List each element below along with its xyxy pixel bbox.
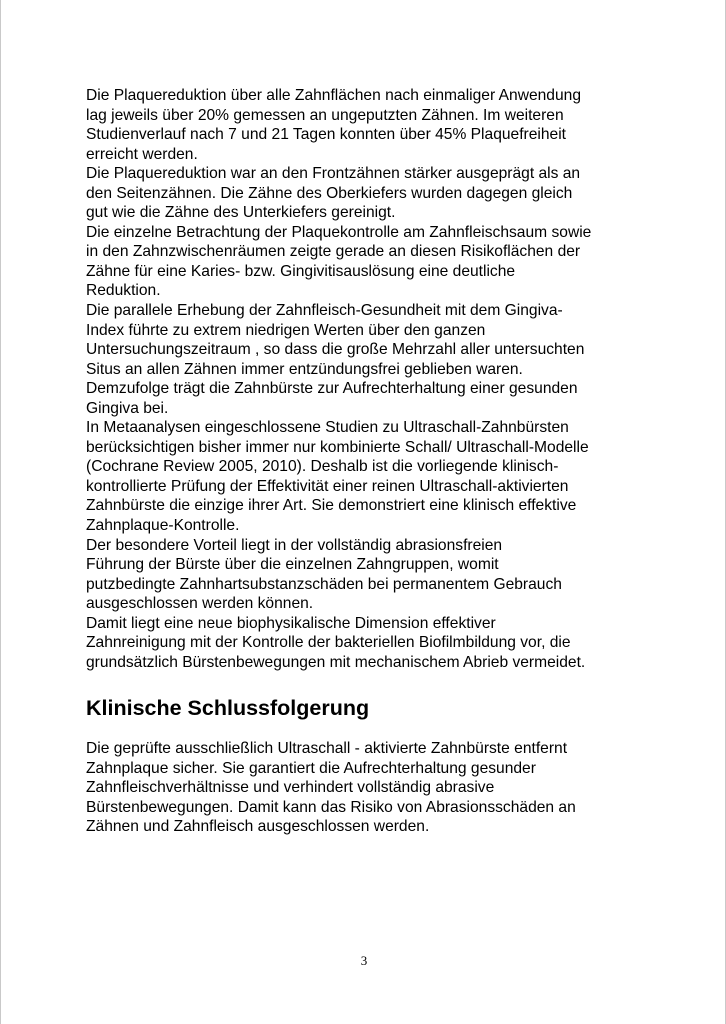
text-line: lag jeweils über 20% gemessen an ungeputzten Zähnen. Im weiteren [86, 106, 564, 124]
text-line: Index führte zu extrem niedrigen Werten über den ganzen [86, 321, 486, 339]
text-line: berücksichtigen bisher immer nur kombinierte Schall/ Ultraschall-Modelle [86, 438, 589, 456]
text-line: Demzufolge trägt die Zahnbürste zur Aufrechterhaltung einer gesunden [86, 380, 578, 398]
page-number: 3 [360, 953, 368, 968]
text-line: ausgeschlossen werden können. [86, 595, 314, 613]
text-line: Zahnreinigung mit der Kontrolle der bakteriellen Biofilmbildung vor, die [86, 634, 571, 652]
text-line: Bürstenbewegungen. Damit kann das Risiko von Abrasionsschäden an [86, 798, 576, 816]
text-line: Zahnfleischverhältnisse und verhindert vollständig abrasive [86, 779, 495, 797]
text-line: Die geprüfte ausschließlich Ultraschall - aktivierte Zahnbürste entfernt [86, 740, 568, 757]
text-line: den Seitenzähnen. Die Zähne des Oberkiefers wurden dagegen gleich [86, 184, 573, 202]
text-line: grundsätzlich Bürstenbewegungen mit mechanischem Abrieb vermeidet. [86, 653, 586, 671]
text-line: kontrollierte Prüfung der Effektivität einer reinen Ultraschall-aktivierten [86, 477, 569, 495]
text-line: Zähnen und Zahnfleisch ausgeschlossen werden. [86, 818, 430, 836]
text-line: Reduktion. [86, 282, 161, 300]
text-line: putzbedingte Zahnhartsubstanzschäden bei permanentem Gebrauch [86, 575, 562, 593]
text-line: Die Plaquereduktion über alle Zahnflächen nach einmaliger Anwendung [86, 87, 582, 104]
text-line: Die einzelne Betrachtung der Plaquekontrolle am Zahnfleischsaum sowie [86, 223, 592, 241]
text-line: in den Zahnzwischenräumen zeigte gerade an diesen Risikoflächen der [86, 243, 581, 261]
text-line: Die Plaquereduktion war an den Frontzähnen stärker ausgeprägt als an [86, 165, 581, 183]
text-line: Zahnbürste die einzige ihrer Art. Sie demonstriert eine klinisch effektive [86, 497, 577, 515]
text-line: Gingiva bei. [86, 399, 169, 417]
text-line: (Cochrane Review 2005, 2010). Deshalb ist die vorliegende klinisch- [86, 458, 559, 476]
text-line: Untersuchungszeitraum , so dass die große Mehrzahl aller untersuchten [86, 341, 585, 359]
text-line: Damit liegt eine neue biophysikalische Dimension effektiver [86, 614, 496, 632]
text-line: In Metaanalysen eingeschlossene Studien zu Ultraschall-Zahnbürsten [86, 419, 569, 437]
text-line: Studienverlauf nach 7 und 21 Tagen konnten über 45% Plaquefreiheit [86, 126, 567, 144]
text-line: Zahnplaque sicher. Sie garantiert die Aufrechterhaltung gesunder [86, 759, 536, 777]
text-line: Situs an allen Zähnen immer entzündungsfrei geblieben waren. [86, 360, 523, 378]
body-text [86, 86, 651, 672]
text-line: Zähne für eine Karies- bzw. Gingivitisauslösung eine deutliche [86, 262, 516, 280]
text-line: Führung der Bürste über die einzelnen Zahngruppen, womit [86, 556, 499, 574]
text-line: gut wie die Zähne des Unterkiefers gereinigt. [86, 204, 396, 222]
text-line: Der besondere Vorteil liegt in der vollständig abrasionsfreien [86, 536, 503, 554]
text-line: Zahnplaque-Kontrolle. [86, 517, 240, 535]
section-heading: Klinische Schlussfolgerung [86, 696, 370, 720]
text-line: Die parallele Erhebung der Zahnfleisch-Gesundheit mit dem Gingiva- [86, 302, 563, 320]
conclusion-text [86, 739, 651, 837]
text-line: erreicht werden. [86, 145, 198, 163]
